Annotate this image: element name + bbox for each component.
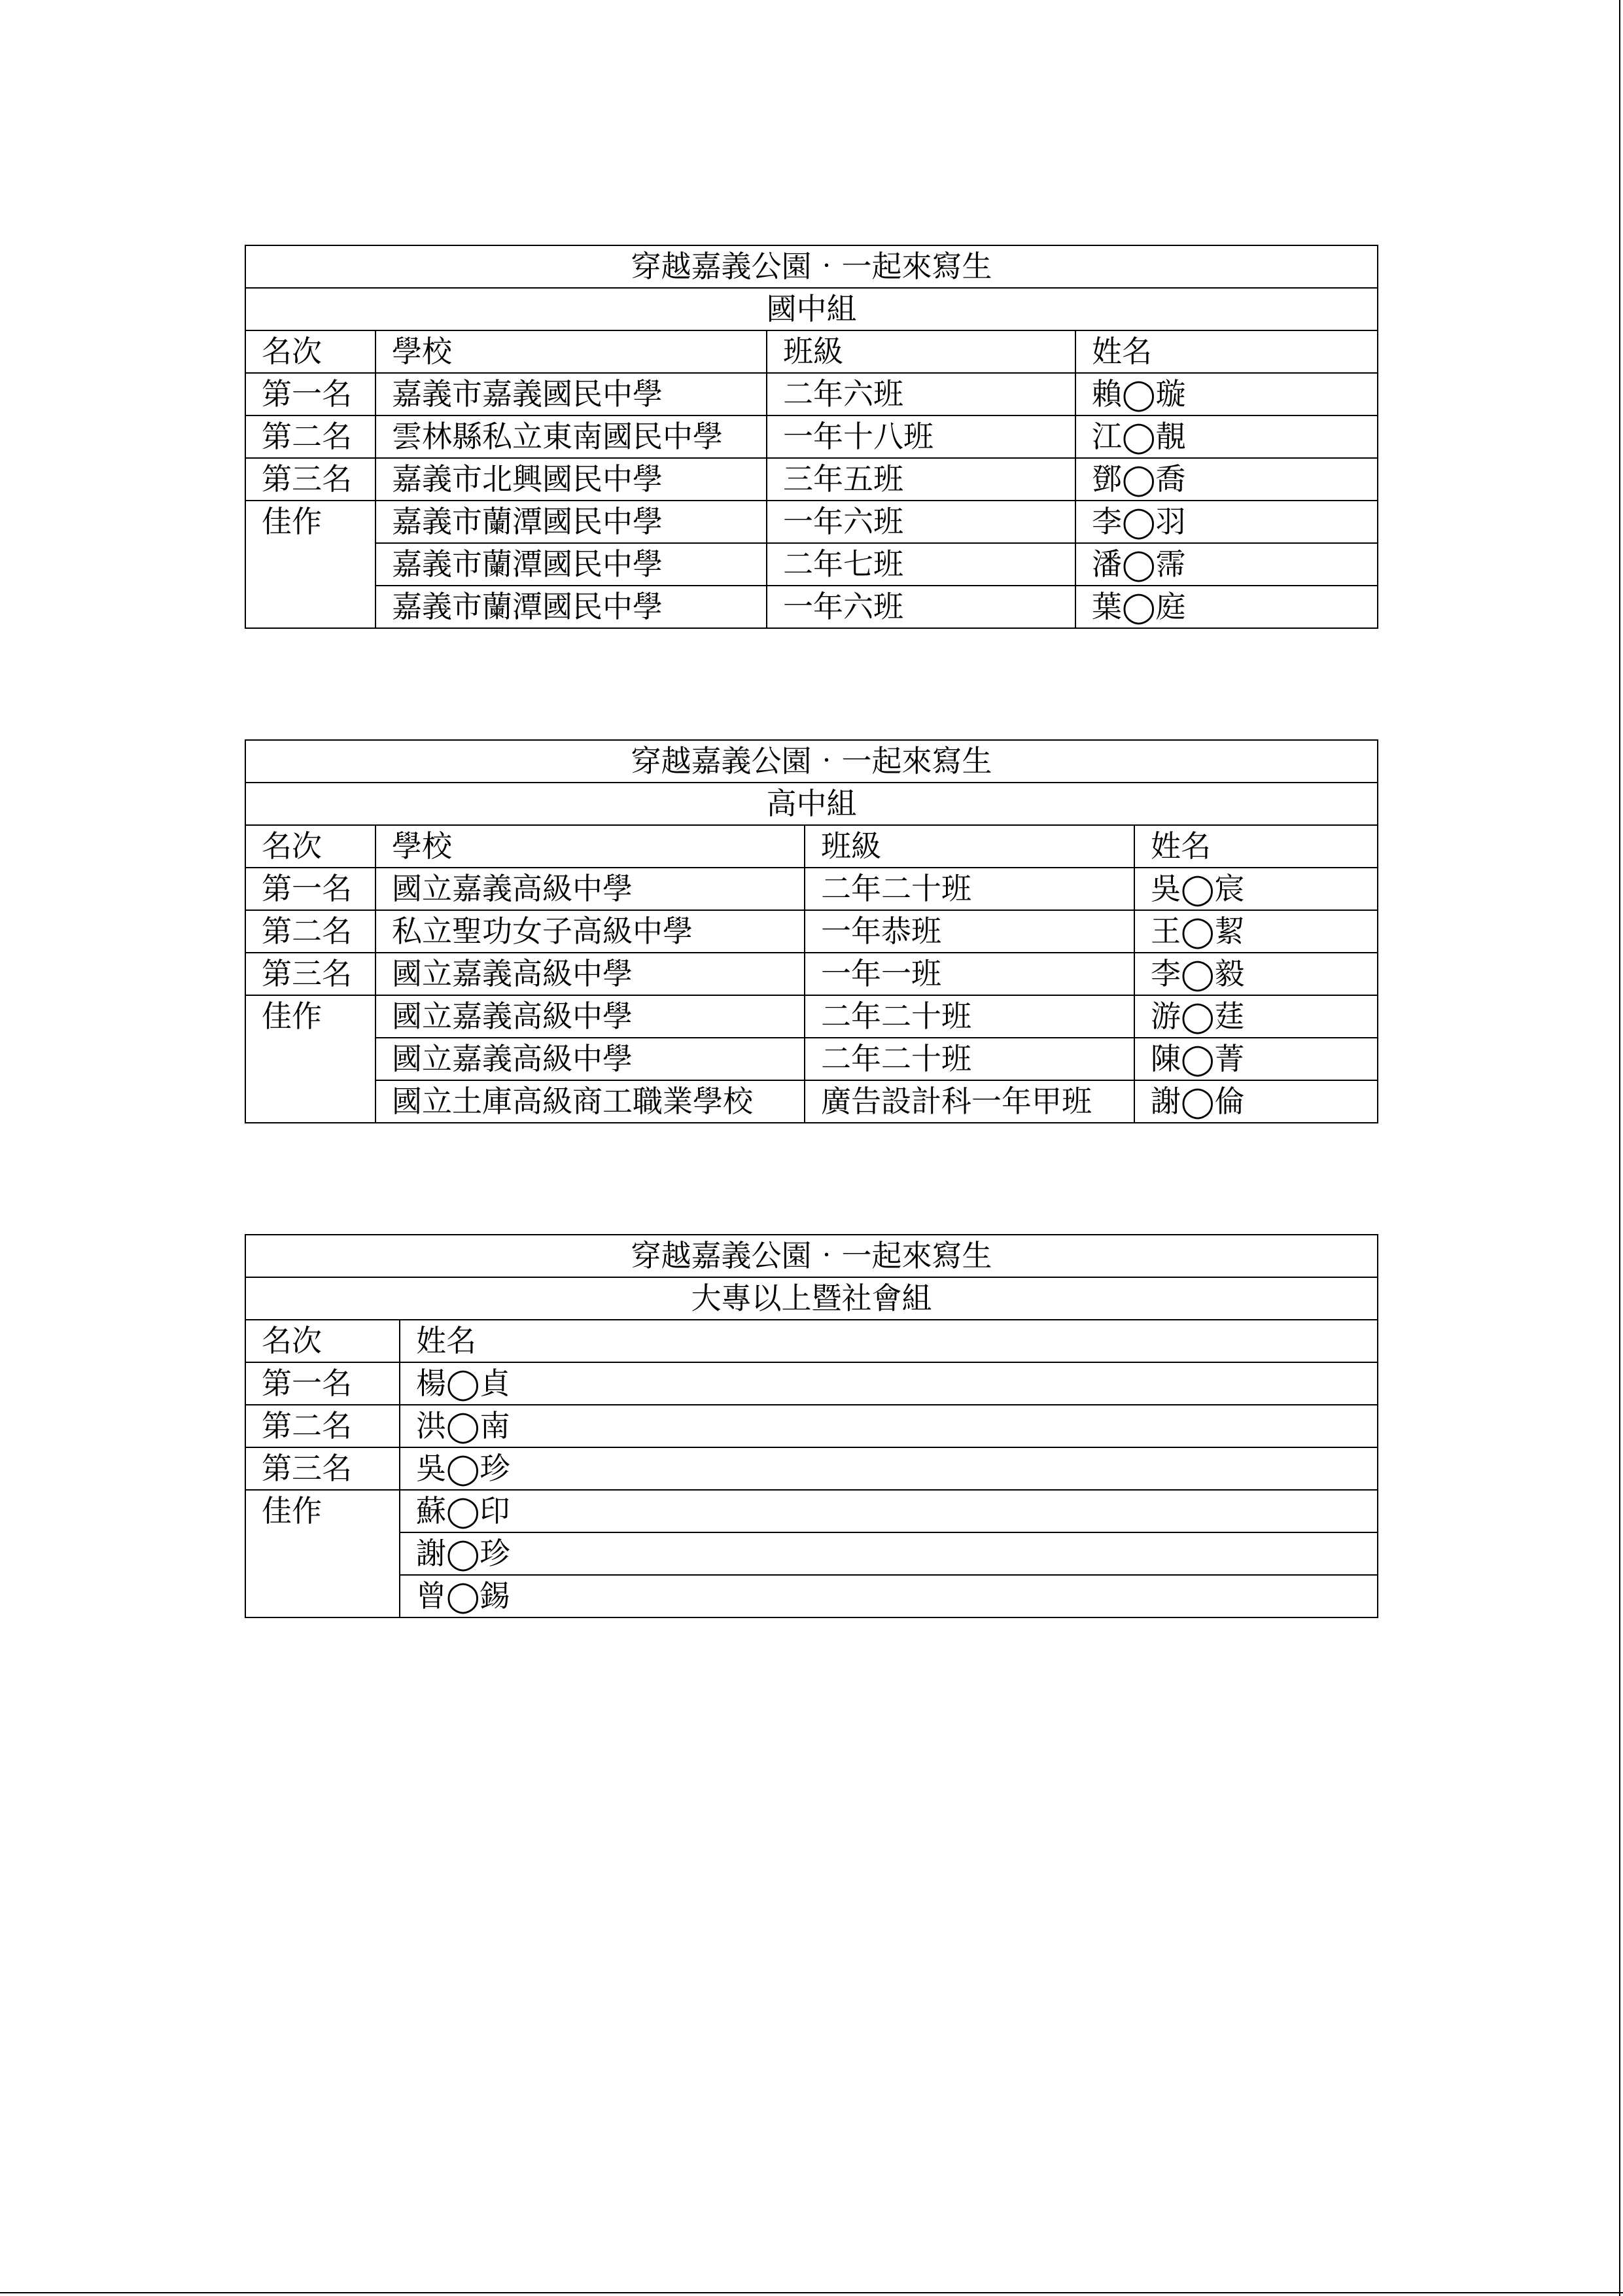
- header-name: 姓名: [400, 1320, 1378, 1362]
- name-cell: 謝◯珍: [400, 1532, 1378, 1575]
- rank-cell: 第一名: [245, 1362, 400, 1405]
- school-cell: 雲林縣私立東南國民中學: [375, 415, 767, 458]
- rank-cell: 佳作: [245, 1490, 400, 1617]
- table-row: [245, 1575, 1378, 1617]
- adult-results-table: [245, 1234, 1378, 1618]
- table-row: [245, 953, 1378, 995]
- school-cell: 國立嘉義高級中學: [375, 1038, 805, 1080]
- name-cell: 鄧◯喬: [1075, 458, 1378, 501]
- table-row: [245, 1532, 1378, 1575]
- school-cell: 嘉義市嘉義國民中學: [375, 373, 767, 415]
- class-cell: 一年十八班: [767, 415, 1075, 458]
- class-cell: 二年二十班: [805, 868, 1134, 910]
- name-cell: 王◯絜: [1134, 910, 1378, 953]
- name-cell: 葉◯庭: [1075, 586, 1378, 628]
- junior-results-table: [245, 245, 1378, 629]
- table-row: [245, 1362, 1378, 1405]
- header-rank: 名次: [245, 825, 375, 868]
- class-cell: 廣告設計科一年甲班: [805, 1080, 1134, 1123]
- name-cell: 李◯羽: [1075, 501, 1378, 543]
- name-cell: 江◯靚: [1075, 415, 1378, 458]
- class-cell: 一年六班: [767, 501, 1075, 543]
- class-cell: 二年二十班: [805, 1038, 1134, 1080]
- table-title-row: [245, 740, 1378, 783]
- table-row: [245, 586, 1378, 628]
- name-cell: 吳◯宸: [1134, 868, 1378, 910]
- header-school: 學校: [375, 825, 805, 868]
- name-cell: 陳◯菁: [1134, 1038, 1378, 1080]
- school-cell: 嘉義市蘭潭國民中學: [375, 501, 767, 543]
- school-cell: 國立嘉義高級中學: [375, 995, 805, 1038]
- table-row: [245, 1038, 1378, 1080]
- school-cell: 嘉義市北興國民中學: [375, 458, 767, 501]
- class-cell: 二年二十班: [805, 995, 1134, 1038]
- name-cell: 蘇◯印: [400, 1490, 1378, 1532]
- class-cell: 二年六班: [767, 373, 1075, 415]
- header-name: 姓名: [1134, 825, 1378, 868]
- table-row: [245, 373, 1378, 415]
- table-group: 國中組: [245, 288, 1378, 330]
- table-group-row: [245, 783, 1378, 825]
- table-group: 大專以上暨社會組: [245, 1277, 1378, 1320]
- name-cell: 潘◯霈: [1075, 543, 1378, 586]
- name-cell: 楊◯貞: [400, 1362, 1378, 1405]
- table-row: [245, 1405, 1378, 1447]
- table-row: [245, 458, 1378, 501]
- table-group: 高中組: [245, 783, 1378, 825]
- class-cell: 一年恭班: [805, 910, 1134, 953]
- page-edge-bottom: [0, 2292, 1623, 2293]
- rank-cell: 佳作: [245, 501, 375, 628]
- class-cell: 三年五班: [767, 458, 1075, 501]
- school-cell: 國立嘉義高級中學: [375, 868, 805, 910]
- table-row: [245, 1080, 1378, 1123]
- name-cell: 游◯莛: [1134, 995, 1378, 1038]
- table-title-row: [245, 245, 1378, 288]
- class-cell: 二年七班: [767, 543, 1075, 586]
- table-row: [245, 501, 1378, 543]
- name-cell: 謝◯倫: [1134, 1080, 1378, 1123]
- name-cell: 賴◯璇: [1075, 373, 1378, 415]
- header-name: 姓名: [1075, 330, 1378, 373]
- rank-cell: 第三名: [245, 1447, 400, 1490]
- table-row: [245, 543, 1378, 586]
- table-group-row: [245, 288, 1378, 330]
- table-header-row: [245, 330, 1378, 373]
- name-cell: 李◯毅: [1134, 953, 1378, 995]
- rank-cell: 第二名: [245, 1405, 400, 1447]
- class-cell: 一年六班: [767, 586, 1075, 628]
- name-cell: 吳◯珍: [400, 1447, 1378, 1490]
- table-row: [245, 868, 1378, 910]
- header-rank: 名次: [245, 330, 375, 373]
- header-school: 學校: [375, 330, 767, 373]
- header-class: 班級: [767, 330, 1075, 373]
- table-title: 穿越嘉義公園‧一起來寫生: [245, 245, 1378, 288]
- table-title-row: [245, 1235, 1378, 1277]
- school-cell: 國立土庫高級商工職業學校: [375, 1080, 805, 1123]
- school-cell: 國立嘉義高級中學: [375, 953, 805, 995]
- rank-cell: 佳作: [245, 995, 375, 1123]
- name-cell: 洪◯南: [400, 1405, 1378, 1447]
- page-edge-right: [1619, 0, 1620, 2296]
- header-rank: 名次: [245, 1320, 400, 1362]
- table-row: [245, 1447, 1378, 1490]
- class-cell: 一年一班: [805, 953, 1134, 995]
- rank-cell: 第二名: [245, 415, 375, 458]
- senior-results-table: [245, 739, 1378, 1123]
- rank-cell: 第三名: [245, 458, 375, 501]
- school-cell: 私立聖功女子高級中學: [375, 910, 805, 953]
- rank-cell: 第一名: [245, 373, 375, 415]
- rank-cell: 第二名: [245, 910, 375, 953]
- rank-cell: 第一名: [245, 868, 375, 910]
- table-header-row: [245, 1320, 1378, 1362]
- table-group-row: [245, 1277, 1378, 1320]
- school-cell: 嘉義市蘭潭國民中學: [375, 586, 767, 628]
- table-title: 穿越嘉義公園‧一起來寫生: [245, 1235, 1378, 1277]
- school-cell: 嘉義市蘭潭國民中學: [375, 543, 767, 586]
- table-row: [245, 910, 1378, 953]
- header-class: 班級: [805, 825, 1134, 868]
- table-row: [245, 415, 1378, 458]
- table-row: [245, 995, 1378, 1038]
- table-row: [245, 1490, 1378, 1532]
- table-header-row: [245, 825, 1378, 868]
- table-title: 穿越嘉義公園‧一起來寫生: [245, 740, 1378, 783]
- rank-cell: 第三名: [245, 953, 375, 995]
- name-cell: 曾◯錫: [400, 1575, 1378, 1617]
